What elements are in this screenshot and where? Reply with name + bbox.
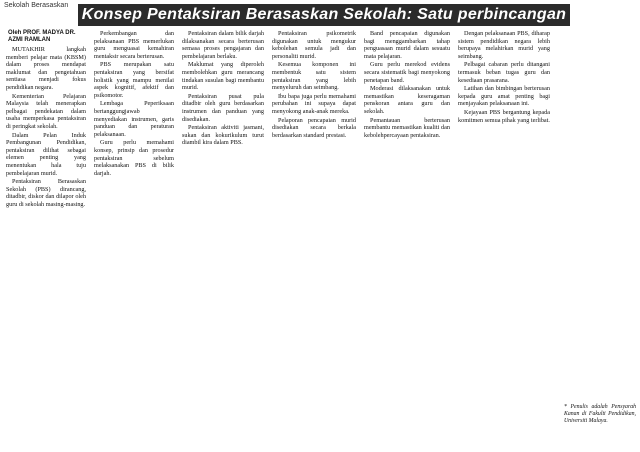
column-5 — [364, 30, 450, 448]
paragraph: Latihan dan bimbingan berterusan kepada guru amat penting bagi menjayakan pelaksanaan ini. — [458, 85, 550, 108]
paragraph: Pentaksiran psikometrik digunakan untuk mengukur kebolehan semula jadi dan personaliti murid. — [272, 30, 356, 60]
paragraph: Dengan pelaksanaan PBS, diharap sistem pendidikan negara lebih berupaya melahirkan murid yang seimbang. — [458, 30, 550, 60]
paragraph: Kesemua komponen ini membentuk satu sistem pentaksiran yang lebih menyeluruh dan seimbang. — [272, 61, 356, 92]
column-1 — [6, 46, 86, 444]
paragraph: Perkembangan dan pelaksanaan PBS memerlukan guru menguasai kemahiran mentaksir secara berterusan. — [94, 30, 174, 60]
paragraph: Pentaksiran pusat pula ditadbir oleh guru berdasarkan instrumen dan panduan yang disediakan. — [182, 92, 264, 123]
paragraph: Kejayaan PBS bergantung kepada komitmen semua pihak yang terlibat. — [458, 108, 550, 124]
column-3 — [182, 30, 264, 448]
column-2 — [94, 30, 174, 448]
paragraph: Dalam Pelan Induk Pembangunan Pendidikan, pentaksiran dilihat sebagai elemen penting yang menentukan hala tuju pembelajaran murid. — [6, 131, 86, 177]
paragraph: Guru perlu memahami konsep, prinsip dan prosedur pentaksiran sebelum melaksanakan PBS di bilik darjah. — [94, 139, 174, 177]
byline-line1: Oleh PROF. MADYA DR. — [8, 30, 76, 36]
paragraph: Lembaga Peperiksaan bertanggungjawab menyediakan instrumen, garis panduan dan peraturan pelaksanaan. — [94, 100, 174, 138]
paragraph: Pelaporan pencapaian murid disediakan secara berkala berdasarkan standard prestasi. — [272, 116, 356, 139]
column-6 — [458, 30, 550, 448]
paragraph: Band pencapaian digunakan bagi menggambarkan tahap penguasaan murid dalam sesuatu mata pelajaran. — [364, 30, 450, 60]
byline-line2: AZMI RAMLAN — [8, 37, 51, 43]
byline — [8, 30, 80, 44]
paragraph: Pentaksiran Berasaskan Sekolah (PBS) dirancang, ditadbir, diskor dan dilapor oleh guru di sekolah masing-masing. — [6, 178, 86, 208]
paragraph: MUTAKHIR langkah memberi pelajar mata (KBSM) dalam proses mendapat maklumat dan pengetahuan sentiasa menjadi fokus pendidikan negara. — [6, 46, 86, 91]
paragraph: PBS merupakan satu pentaksiran yang bersifat holistik yang mampu menilai aspek kognitif, afektif dan psikomotor. — [94, 61, 174, 99]
paragraph: Moderasi dilaksanakan untuk memastikan keseragaman penskoran antara guru dan sekolah. — [364, 85, 450, 115]
paragraph: Ibu bapa juga perlu memahami perubahan ini supaya dapat menyokong anak-anak mereka. — [272, 92, 356, 115]
masthead: Sekolah Berasaskan — [4, 2, 69, 9]
paragraph: Maklumat yang diperoleh membolehkan guru merancang tindakan susulan bagi membantu murid. — [182, 61, 264, 92]
paragraph: Pelbagai cabaran perlu ditangani termasuk beban tugas guru dan kesediaan prasarana. — [458, 61, 550, 84]
paragraph: Kementerian Pelajaran Malaysia telah menerapkan pelbagai pendekatan dalam usaha memperkasa pentaksiran di peringkat sekolah. — [6, 92, 86, 130]
headline: Konsep Pentaksiran Berasaskan Sekolah: Satu perbincangan — [78, 4, 570, 26]
paragraph: Pemantauan berterusan membantu memastikan kualiti dan kebolehpercayaan pentaksiran. — [364, 116, 450, 139]
author-footnote: * Penulis adalah Pensyarah Kanan di Fakulti Pendidikan, Universiti Malaya. — [564, 404, 636, 424]
paragraph: Pentaksiran dalam bilik darjah dilaksanakan secara berterusan semasa proses pengajaran dan pembelajaran berlaku. — [182, 30, 264, 60]
paragraph: Pentaksiran aktiviti jasmani, sukan dan kokurikulum turut diambil kira dalam PBS. — [182, 124, 264, 147]
column-4 — [272, 30, 356, 448]
paragraph: Guru perlu merekod evidens secara sistematik bagi menyokong penetapan band. — [364, 61, 450, 84]
